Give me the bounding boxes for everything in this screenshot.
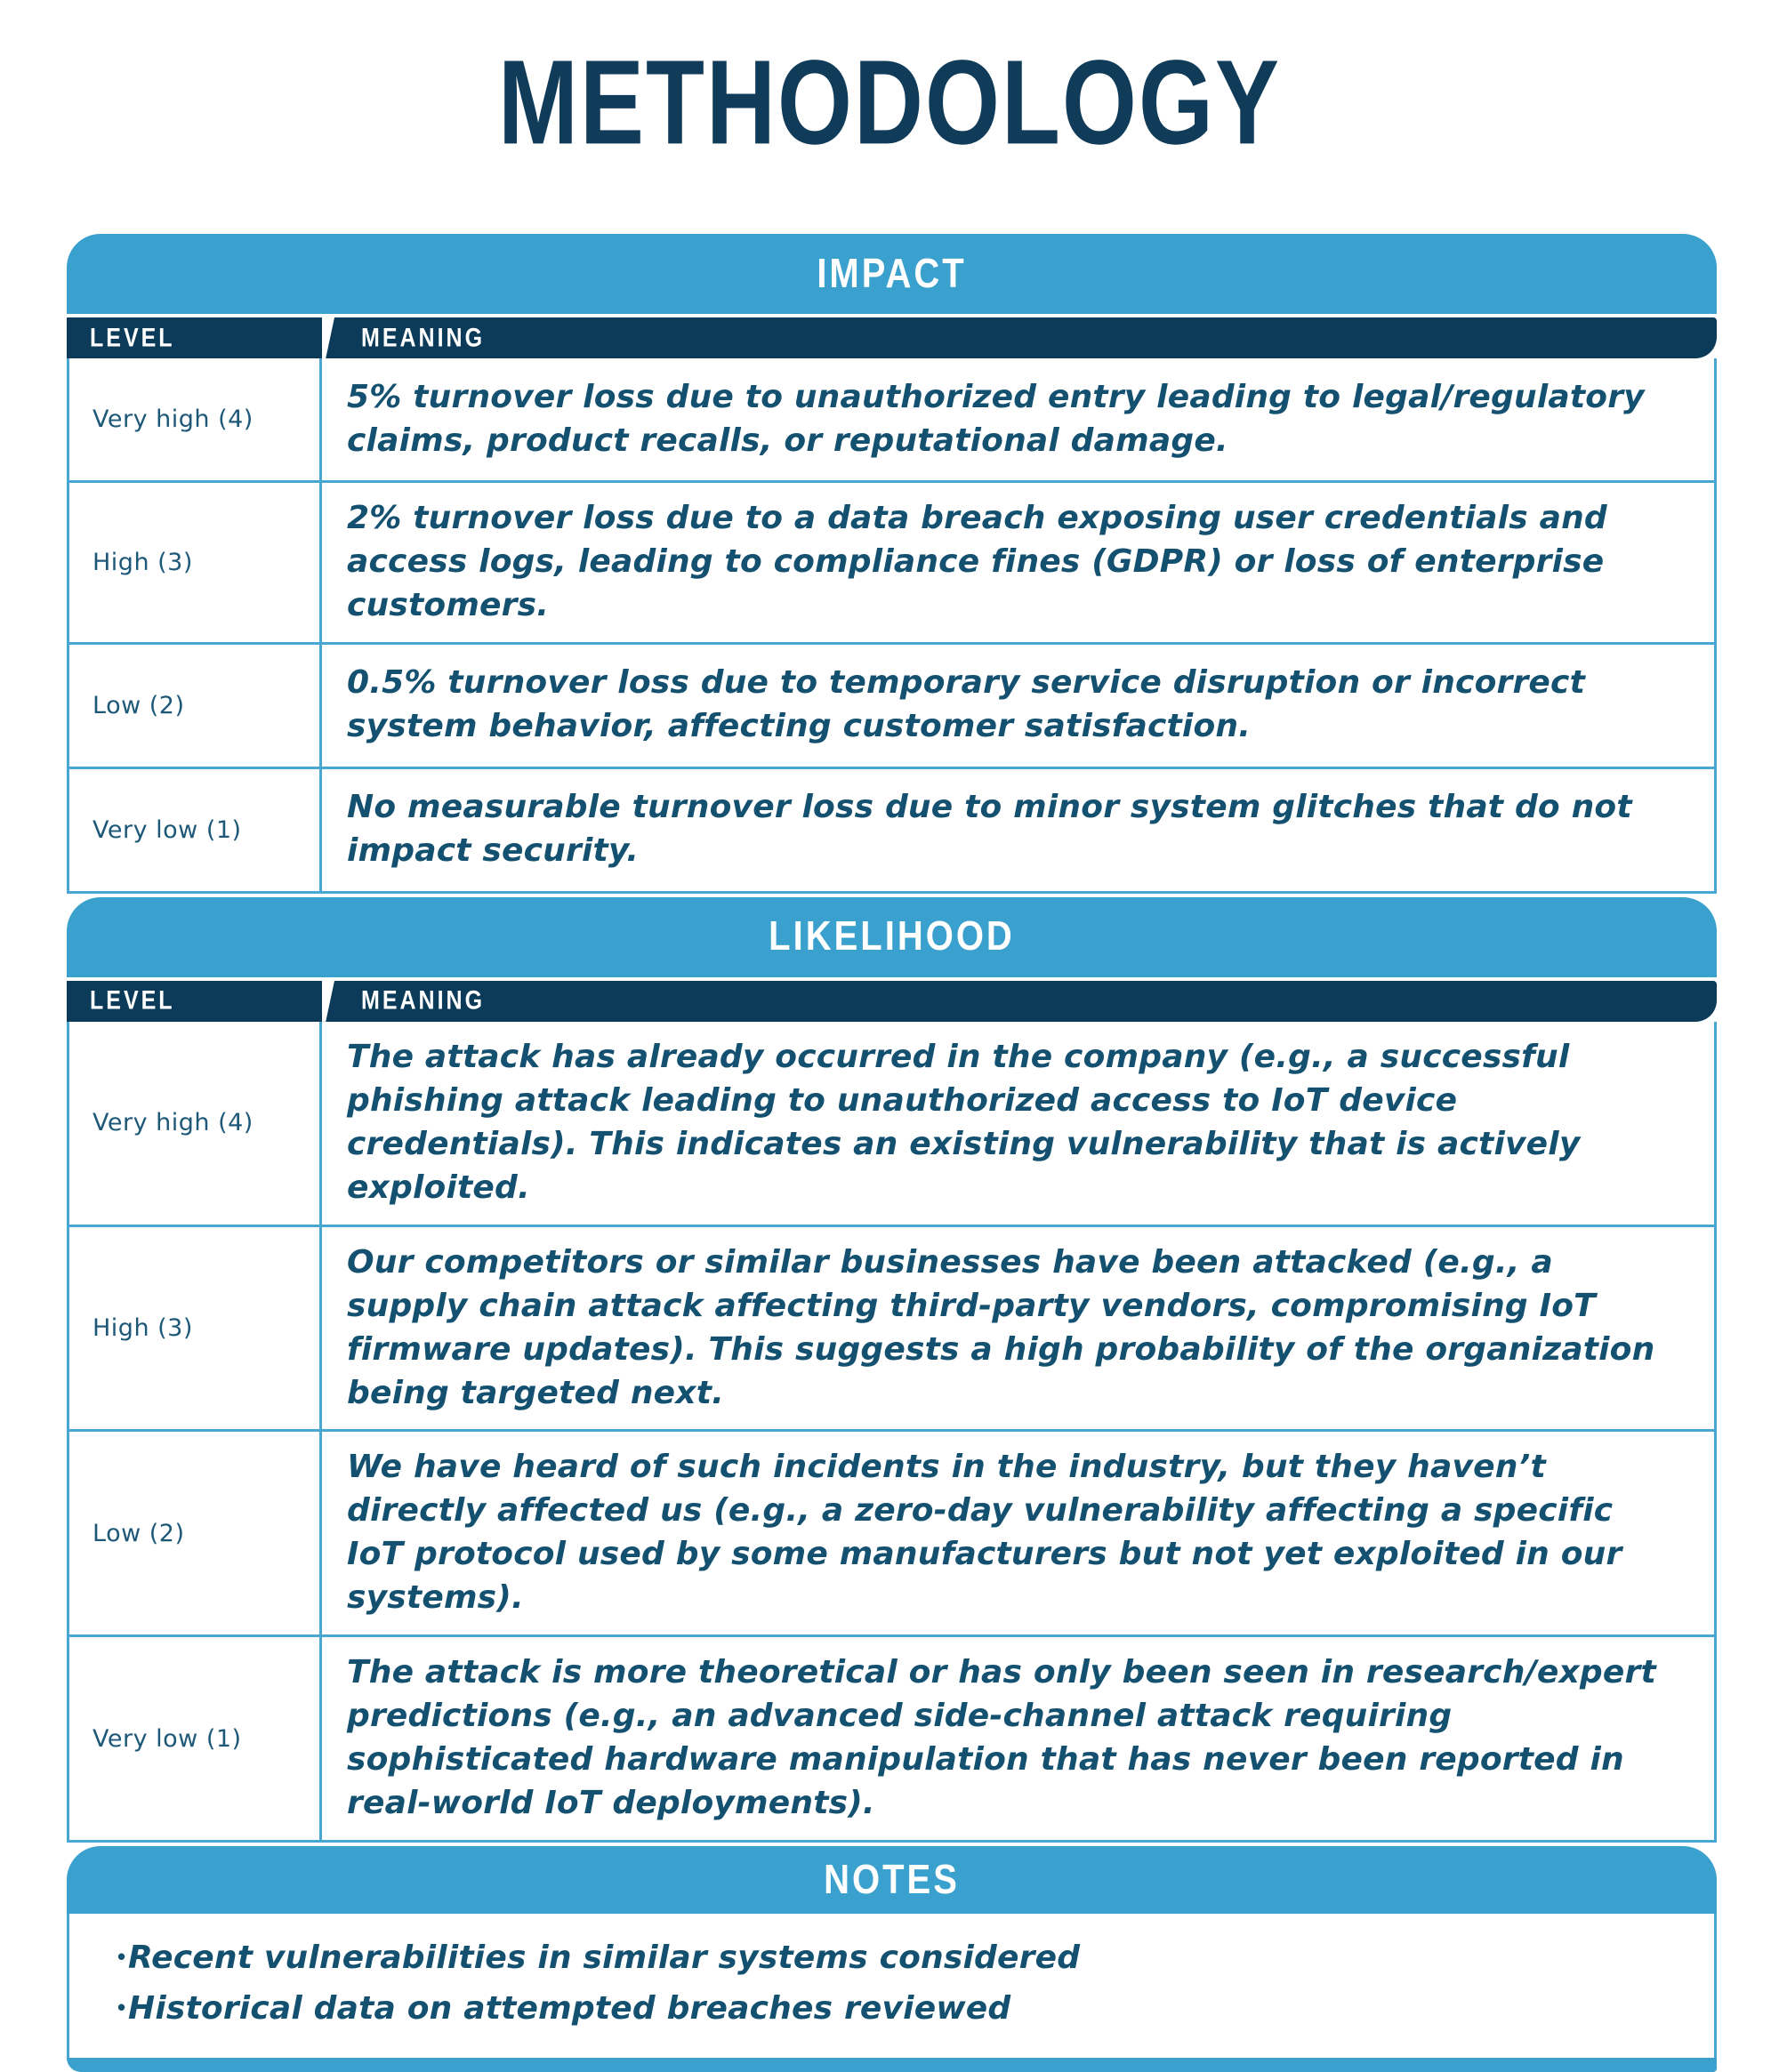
likelihood-level-header-label: LEVEL: [90, 985, 175, 1016]
table-row: [69, 767, 1714, 891]
likelihood-section-header: [67, 897, 1717, 977]
impact-table-body: [67, 358, 1717, 894]
list-item: [69, 1937, 1678, 1980]
level-label: High (3): [93, 548, 193, 576]
notes-section-header: [67, 1846, 1717, 1914]
level-label: Very high (4): [93, 406, 254, 433]
level-cell: [69, 1637, 319, 1840]
meaning-cell: [319, 1227, 1714, 1430]
level-label: Very low (1): [93, 1724, 242, 1753]
table-row: [69, 1225, 1714, 1430]
notes-section-title: NOTES: [824, 1857, 960, 1902]
level-cell: [69, 1432, 319, 1634]
meaning-text: No measurable turnover loss due to minor system glitches that do not impact security.: [347, 789, 1632, 870]
meaning-text: The attack has already occurred in the company (e.g., a successful phishing attack leading to unauthorized access to IoT device credentials). This indicates an existing vulnerability that is actively exploited.: [347, 1038, 1581, 1206]
table-row: [69, 1634, 1714, 1840]
level-cell: [69, 483, 319, 642]
list-item: [69, 1988, 1678, 2031]
bullet-icon: •: [117, 1943, 126, 1971]
impact-meaning-header-label: MEANING: [361, 322, 486, 353]
likelihood-column-header-level: [67, 981, 322, 1022]
likelihood-column-header-meaning: [334, 981, 1717, 1022]
table-row: [69, 642, 1714, 767]
bullet-icon: •: [117, 1994, 126, 2021]
level-label: Very low (1): [93, 815, 242, 844]
page-title-text: METHODOLOGY: [498, 34, 1281, 170]
note-text: Historical data on attempted breaches reviewed: [128, 1990, 1011, 2028]
impact-column-header-row: [67, 317, 1717, 358]
meaning-cell: [319, 645, 1714, 767]
table-row: [69, 1429, 1714, 1634]
impact-level-header-label: LEVEL: [90, 322, 175, 353]
likelihood-section-title: LIKELIHOOD: [769, 913, 1015, 960]
notes-footer-bar: [67, 2058, 1717, 2072]
notes-section: [67, 1846, 1717, 2072]
meaning-text: 0.5% turnover loss due to temporary service disruption or incorrect system behavior, affecting customer satisfaction.: [347, 664, 1585, 745]
table-row: [69, 480, 1714, 642]
table-row: [69, 358, 1714, 480]
meaning-text: 5% turnover loss due to unauthorized entry leading to legal/regulatory claims, product recalls, or reputational damage.: [347, 378, 1645, 459]
level-cell: [69, 1227, 319, 1430]
meaning-cell: [319, 358, 1714, 480]
table-row: [69, 1022, 1714, 1225]
level-label: High (3): [93, 1314, 193, 1343]
level-label: Low (2): [93, 691, 185, 719]
level-cell: [69, 769, 319, 891]
meaning-cell: [319, 1637, 1714, 1840]
level-cell: [69, 358, 319, 480]
level-label: Very high (4): [93, 1109, 254, 1137]
likelihood-section: [67, 897, 1717, 1843]
column-divider-notch: [322, 317, 334, 358]
methodology-page: [0, 34, 1779, 2028]
impact-section: [67, 234, 1717, 894]
likelihood-meaning-header-label: MEANING: [361, 985, 486, 1016]
impact-section-title: IMPACT: [817, 251, 967, 296]
meaning-text: We have heard of such incidents in the industry, but they haven’t directly affected us (e.g., a zero-day vulnerability affecting a specific IoT protocol used by some manufacturers but not yet exploited in our systems).: [347, 1449, 1622, 1617]
likelihood-column-header-row: [67, 981, 1717, 1022]
column-divider-notch: [322, 981, 334, 1022]
meaning-cell: [319, 1432, 1714, 1634]
content-sheet: [67, 234, 1717, 2072]
page-title: [0, 34, 1779, 170]
impact-column-header-meaning: [334, 317, 1717, 358]
level-label: Low (2): [93, 1519, 185, 1547]
meaning-cell: [319, 769, 1714, 891]
impact-section-header: [67, 234, 1717, 314]
note-text: Recent vulnerabilities in similar systems considered: [128, 1939, 1081, 1977]
level-cell: [69, 645, 319, 767]
meaning-text: Our competitors or similar businesses have been attacked (e.g., a supply chain attack affecting third-party vendors, compromising IoT firmware updates). This suggests a high probability of the organization being targeted next.: [347, 1243, 1655, 1411]
meaning-text: The attack is more theoretical or has only been seen in research/expert predictions (e.g., an advanced side-channel attack requiring sophisticated hardware manipulation that has never been reported in real-world IoT deployments).: [347, 1654, 1656, 1822]
notes-body: [67, 1914, 1717, 2058]
meaning-cell: [319, 1022, 1714, 1225]
meaning-text: 2% turnover loss due to a data breach exposing user credentials and access logs, leading to compliance fines (GDPR) or loss of enterprise customers.: [347, 500, 1607, 623]
likelihood-table-body: [67, 1022, 1717, 1843]
level-cell: [69, 1022, 319, 1225]
impact-column-header-level: [67, 317, 322, 358]
meaning-cell: [319, 483, 1714, 642]
